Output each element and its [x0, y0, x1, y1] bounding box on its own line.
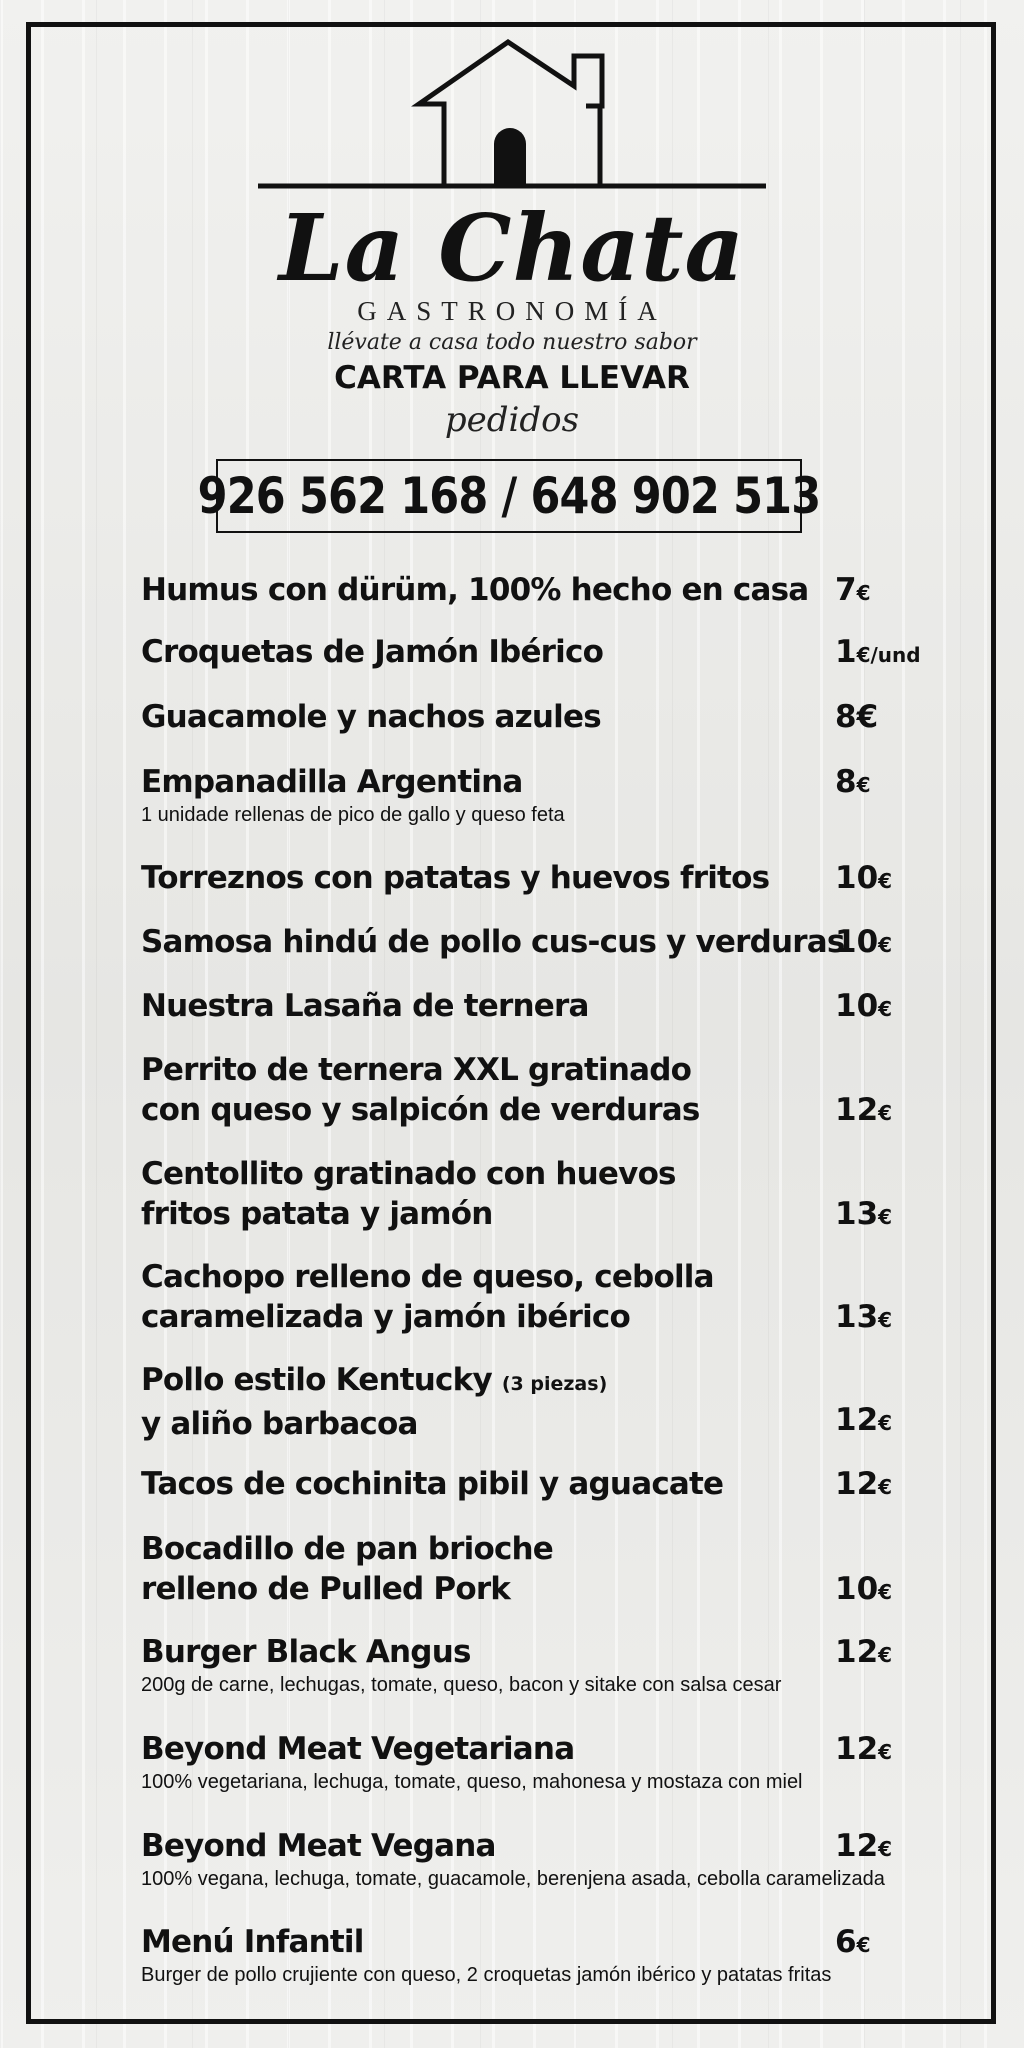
menu-item-name-text: Bocadillo de pan brioche: [141, 1531, 554, 1567]
price-unit: €: [878, 1740, 893, 1764]
menu-item-price: [835, 1194, 892, 1237]
menu-item-name-text: fritos patata y jamón: [141, 1196, 493, 1232]
menu-item-name: [141, 1257, 921, 1297]
menu-item-name: [141, 1090, 921, 1130]
menu-item-price: [835, 1569, 892, 1612]
menu-item-name-text: Beyond Meat Vegetariana: [141, 1731, 575, 1767]
price-value: 8€: [835, 699, 879, 735]
menu-item: [141, 632, 921, 672]
phone-numbers-box[interactable]: [197, 459, 821, 533]
menu-item-price: [835, 1826, 892, 1869]
price-unit: €: [878, 1643, 893, 1667]
menu-item-name-text: Cachopo relleno de queso, cebolla: [141, 1259, 714, 1295]
menu-item: [141, 1360, 921, 1444]
price-value: 12: [835, 1828, 879, 1864]
menu-item-name: [141, 986, 921, 1026]
menu-item-description: 100% vegetariana, lechuga, tomate, queso, mahonesa y mostaza con miel: [141, 1771, 803, 1793]
price-value: 13: [835, 1299, 879, 1335]
menu-item: [141, 1826, 921, 1892]
menu-item-price: [835, 762, 871, 805]
menu-item: [141, 1050, 921, 1130]
menu-item-name-text: Croquetas de Jamón Ibérico: [141, 634, 604, 670]
menu-item-name: [141, 922, 921, 962]
price-unit: €: [878, 933, 893, 957]
menu-item-price: [835, 1922, 871, 1965]
orders-label: pedidos: [444, 400, 580, 440]
menu-title: CARTA PARA LLEVAR: [334, 360, 690, 396]
menu-item-price: [835, 697, 878, 737]
price-value: 10: [835, 1571, 879, 1607]
menu-item-name: [141, 1729, 921, 1769]
menu-item-name-text: Perrito de ternera XXL gratinado: [141, 1052, 692, 1088]
menu-item-name-text: Tacos de cochinita pibil y aguacate: [141, 1466, 724, 1502]
menu-item-description: 200g de carne, lechugas, tomate, queso, bacon y sitake con salsa cesar: [141, 1674, 782, 1696]
menu-item-name: [141, 1154, 921, 1194]
price-unit: €: [878, 997, 893, 1021]
menu-item-name: [141, 1632, 921, 1672]
menu-item: [141, 1632, 921, 1698]
menu-item-name-text: Torreznos con patatas y huevos fritos: [141, 860, 770, 896]
menu-item-price: [835, 1632, 892, 1675]
menu-item-name-text: relleno de Pulled Pork: [141, 1571, 511, 1607]
menu-item-name: [141, 1922, 921, 1962]
menu-item-name: [141, 762, 921, 802]
price-unit: €: [878, 1475, 893, 1499]
menu-item-name: [141, 570, 921, 610]
menu-item: [141, 986, 921, 1026]
price-value: 6: [835, 1924, 857, 1960]
price-unit: €: [878, 1411, 893, 1435]
menu-item-name-text: y aliño barbacoa: [141, 1406, 418, 1442]
menu-item-description: Burger de pollo crujiente con queso, 2 croquetas jamón ibérico y patatas fritas: [141, 1964, 832, 1986]
menu-item-name: [141, 1050, 921, 1090]
menu-item-name-text: Pollo estilo Kentucky: [141, 1362, 492, 1398]
menu-item: [141, 570, 921, 610]
menu-item-name-text: Centollito gratinado con huevos: [141, 1156, 676, 1192]
menu-item-name: [141, 1360, 921, 1404]
menu-item-name: [141, 1569, 921, 1609]
price-value: 12: [835, 1092, 879, 1128]
menu-item-price: [835, 1729, 892, 1772]
price-unit: €: [856, 581, 871, 605]
menu-item: [141, 1922, 921, 1988]
menu-item-name-text: con queso y salpicón de verduras: [141, 1092, 700, 1128]
menu-item-name-text: Samosa hindú de pollo cus-cus y verduras: [141, 924, 845, 960]
brand-subtitle: GASTRONOMÍA: [357, 296, 667, 326]
price-value: 8: [835, 764, 857, 800]
brand-name: La Chata: [278, 194, 746, 302]
menu-item-note: (3 piezas): [501, 1373, 608, 1395]
menu-item-name: [141, 697, 921, 737]
menu-item-name: [141, 1297, 921, 1337]
menu-item-price: [835, 1090, 892, 1133]
price-value: 12: [835, 1634, 879, 1670]
price-value: 1: [835, 634, 857, 670]
menu-item: [141, 1729, 921, 1795]
price-unit: €: [878, 1837, 893, 1861]
phone-numbers: 926 562 168 / 648 902 513: [197, 467, 821, 525]
menu-item-price: [835, 922, 892, 965]
price-value: 12: [835, 1402, 879, 1438]
menu-item: [141, 697, 921, 737]
price-value: 12: [835, 1731, 879, 1767]
price-unit: €/und: [856, 643, 921, 667]
menu-item: [141, 762, 921, 828]
price-value: 7: [835, 572, 857, 608]
price-value: 12: [835, 1466, 879, 1502]
price-value: 10: [835, 924, 879, 960]
menu-item-name-text: caramelizada y jamón ibérico: [141, 1299, 630, 1335]
menu-item-price: [835, 1464, 892, 1507]
price-unit: €: [878, 1101, 893, 1125]
price-unit: €: [856, 1933, 871, 1957]
menu-item-description: 100% vegana, lechuga, tomate, guacamole, berenjena asada, cebolla caramelizada: [141, 1868, 885, 1890]
menu-item-name-text: Guacamole y nachos azules: [141, 699, 601, 735]
menu-item-description: 1 unidade rellenas de pico de gallo y queso feta: [141, 804, 565, 826]
tagline: llévate a casa todo nuestro sabor: [327, 330, 697, 355]
menu-item: [141, 922, 921, 962]
menu-item-name-text: Beyond Meat Vegana: [141, 1828, 496, 1864]
price-value: 10: [835, 988, 879, 1024]
price-value: 13: [835, 1196, 879, 1232]
price-unit: €: [878, 1308, 893, 1332]
menu-item-name-text: Nuestra Lasaña de ternera: [141, 988, 589, 1024]
menu-item-price: [835, 1400, 892, 1443]
menu-item: [141, 858, 921, 898]
menu-item: [141, 1257, 921, 1337]
menu-item: [141, 1154, 921, 1234]
house-logo-icon: [254, 36, 770, 196]
menu-item: [141, 1464, 921, 1504]
menu-item: [141, 1529, 921, 1609]
menu-item-name-text: Burger Black Angus: [141, 1634, 471, 1670]
menu-item-name: [141, 1194, 921, 1234]
menu-item-name: [141, 632, 921, 672]
price-unit: €: [878, 869, 893, 893]
price-unit: €: [856, 773, 871, 797]
menu-item-name-text: Empanadilla Argentina: [141, 764, 523, 800]
menu-item-price: [835, 570, 871, 613]
menu-item-price: [835, 858, 892, 901]
price-unit: €: [878, 1205, 893, 1229]
price-unit: €: [878, 1580, 893, 1604]
menu-item-price: [835, 1297, 892, 1340]
menu-item-name-text: Menú Infantil: [141, 1924, 364, 1960]
menu-item-name: [141, 1464, 921, 1504]
menu-item-price: [835, 632, 921, 675]
menu-item-name: [141, 1529, 921, 1569]
menu-item-price: [835, 986, 892, 1029]
price-value: 10: [835, 860, 879, 896]
menu-item-name: [141, 1404, 921, 1444]
menu-item-name: [141, 858, 921, 898]
menu-item-name: [141, 1826, 921, 1866]
menu-item-name-text: Humus con dürüm, 100% hecho en casa: [141, 572, 809, 608]
